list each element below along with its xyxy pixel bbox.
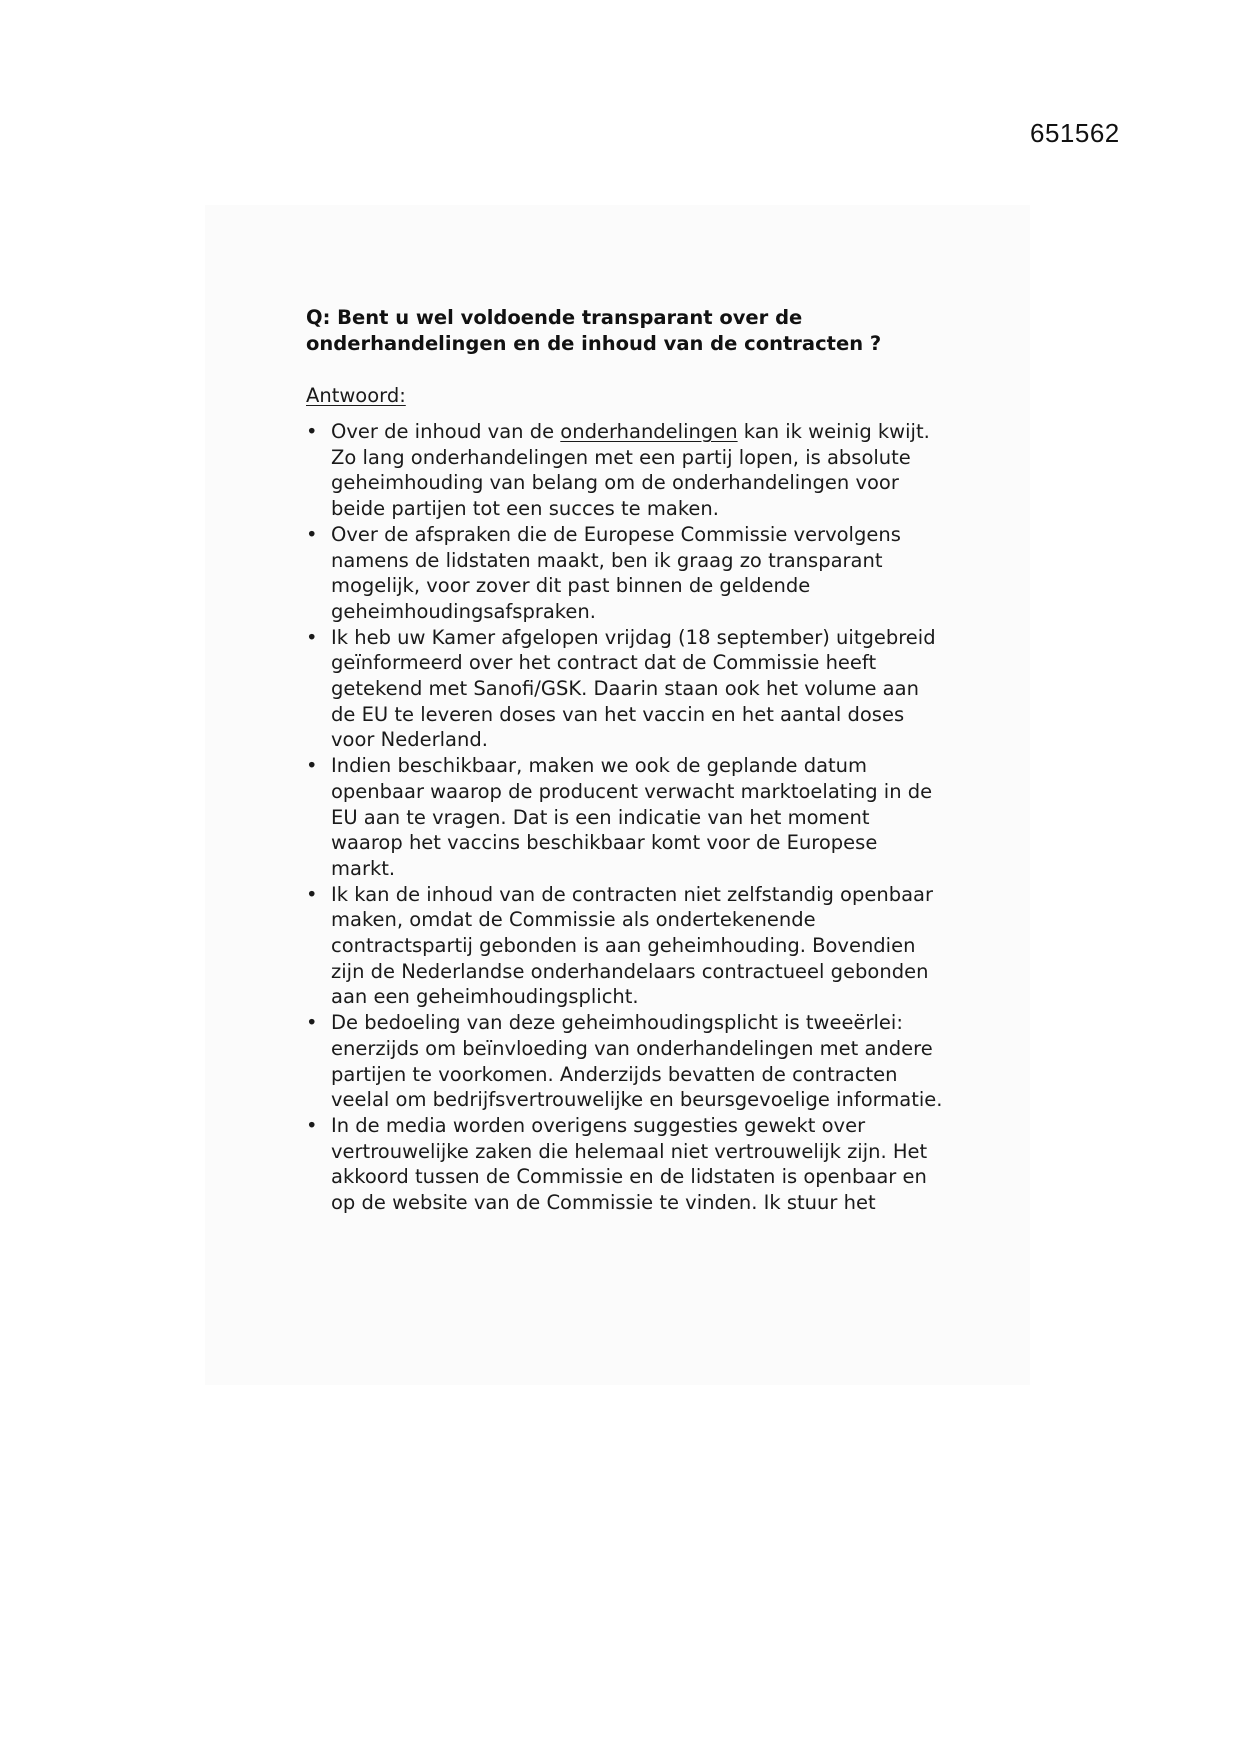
bullet-text: Indien beschikbaar, maken we ook de geplande datum openbaar waarop de producent verwacht marktoelating in de EU aan te vragen. Dat is een indicatie van het moment waarop het vaccins beschikbaar komt voor de Europese markt. (331, 754, 933, 880)
bullet-text: In de media worden overigens suggesties gewekt over vertrouwelijke zaken die helemaal niet vertrouwelijk zijn. Het akkoord tussen de Commissie en de lidstaten is openbaar en op de website van de Commissie te vinden. Ik stuur het (331, 1113, 928, 1215)
document-id-stamp: 651562 (1030, 118, 1120, 148)
answer-bullet-list (306, 419, 946, 1216)
question-heading: Q: Bent u wel voldoende transparant over de onderhandelingen en de inhoud van de contracten ? (306, 306, 882, 355)
answer-label: Antwoord: (306, 384, 406, 407)
bullet-icon: • (306, 625, 318, 649)
answer-bullet-item (306, 753, 946, 882)
answer-bullet-item (306, 625, 946, 754)
bullet-icon: • (306, 1011, 318, 1035)
bullet-icon: • (306, 882, 318, 906)
answer-bullet-item (306, 882, 946, 1011)
answer-bullet-item (306, 1113, 946, 1216)
bullet-icon: • (306, 420, 318, 443)
bullet-text: De bedoeling van deze geheimhoudingsplicht is tweeërlei: enerzijds om beïnvloeding van onderhandelingen met andere partijen te voorkomen. Anderzijds bevatten de contracten veelal om bedrijfsvertrouwelijke en beursgevoelige informatie. (331, 1011, 943, 1112)
bullet-text: Over de afspraken die de Europese Commissie vervolgens namens de lidstaten maakt, ben ik graag zo transparant mogelijk, voor zover dit past binnen de geldende geheimhoudingsafspraken. (331, 522, 901, 623)
bullet-text-continued: kan ik weinig kwijt. Zo lang onderhandelingen met een partij lopen, is absolute geheimhouding van belang om de onderhandelingen voor beide partijen tot een succes te maken. (331, 420, 930, 521)
bullet-text: Ik kan de inhoud van de contracten niet zelfstandig openbaar maken, omdat de Commissie als ondertekenende contractspartij gebonden is aan geheimhouding. Bovendien zijn de Nederlandse onderhandelaars contractueel gebonden aan een geheimhoudingsplicht. (331, 882, 934, 1009)
bullet-icon: • (306, 754, 318, 778)
answer-bullet-item (306, 419, 946, 522)
bullet-text: Over de inhoud van de (331, 420, 561, 443)
bullet-icon: • (306, 1113, 318, 1137)
answer-bullet-item (306, 522, 946, 625)
bullet-text: Ik heb uw Kamer afgelopen vrijdag (18 september) uitgebreid geïnformeerd over het contract dat de Commissie heeft getekend met Sanofi/GSK. Daarin staan ook het volume aan de EU te leveren doses van het vaccin en het aantal doses voor Nederland. (331, 625, 936, 752)
underlined-term: onderhandelingen (560, 420, 738, 443)
document-body (306, 305, 946, 1216)
answer-bullet-item (306, 1010, 946, 1113)
bullet-icon: • (306, 522, 318, 546)
